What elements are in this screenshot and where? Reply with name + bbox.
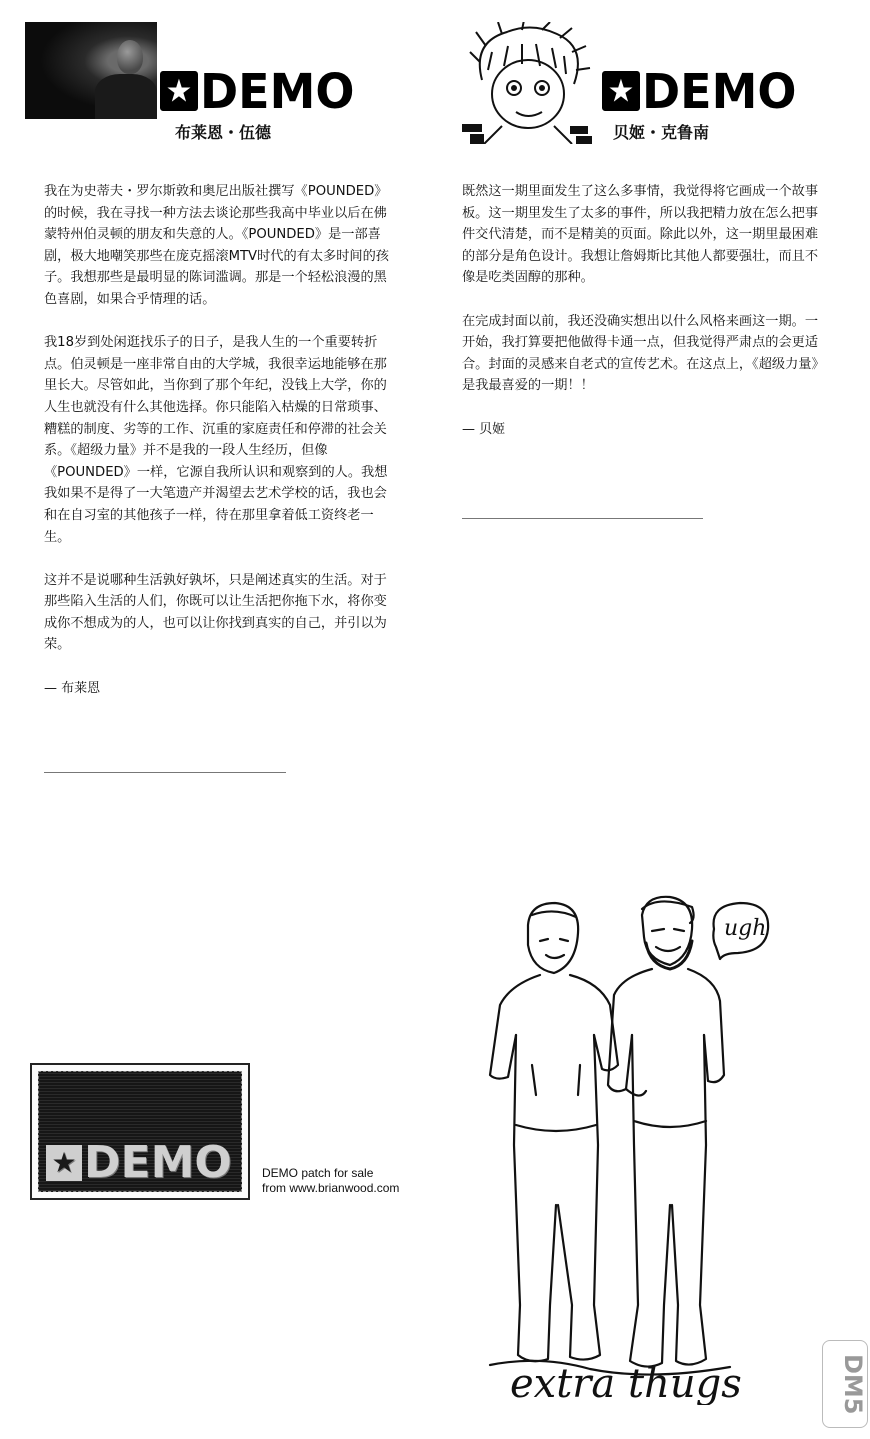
paragraph: 这并不是说哪种生活孰好孰坏，只是阐述真实的生活。对于那些陷入生活的人们，你既可以让生活把你拖下水，将你变成你不想成为的人，也可以让你找到真实的自己，并引以为荣。 [44, 572, 387, 653]
site-watermark: DM5 [822, 1340, 868, 1428]
patch-logo [46, 1137, 232, 1188]
signature-brian: — 布莱恩 [44, 680, 101, 696]
paragraph: 我在为史蒂夫・罗尔斯敦和奥尼出版社撰写《POUNDED》的时候，我在寻找一种方法去谈论那些我高中毕业以后在佛蒙特州伯灵顿的朋友和失意的人。《POUNDED》是一部喜剧，极大地嘲笑那些在庞克摇滚MTV时代的有太多时间的孩子。我想那些是最明显的陈词滥调。那是一个轻松浪漫的黑色喜剧，如果合乎情理的话。 [44, 184, 389, 307]
right-column-text [462, 181, 827, 462]
author-name-becky: 贝姬・克鲁南 [613, 123, 710, 142]
patch-caption-line: from www.brianwood.com [262, 1181, 400, 1195]
author-sketch-becky [462, 22, 597, 144]
patch-caption [262, 1166, 399, 1196]
demo-logo-right [602, 63, 797, 120]
logo-text-left: DEMO [200, 62, 355, 120]
signature-becky: — 贝姬 [462, 421, 506, 437]
photo-shoulder [95, 74, 157, 119]
extra-thugs-sketch [470, 885, 770, 1405]
demo-logo-left [160, 63, 355, 120]
patch-caption-line: DEMO patch for sale [262, 1166, 374, 1180]
patch-logo-text: DEMO [84, 1137, 232, 1188]
star-icon: ★ [46, 1145, 82, 1181]
paragraph: 我18岁到处闲逛找乐子的日子，是我人生的一个重要转折点。伯灵顿是一座非常自由的大学城，我很幸运地能够在那里长大。尽管如此，当你到了那个年纪，没钱上大学，你的人生也就没有什么其他选择。你只能陷入枯燥的日常琐事、糟糕的制度、劣等的工作、沉重的家庭责任和停滞的社会关系。《超级力量》并不是我的一段人生经历，但像《POUNDED》一样，它源自我所认识和观察到的人。我想我如果不是得了一大笔遗产并渴望去艺术学校的话，我也会和在自习室的其他孩子一样，待在那里拿着低工资终老一生。 [44, 335, 388, 545]
divider-right [462, 518, 703, 519]
speech-text: ugh [724, 916, 767, 941]
divider-left [44, 772, 286, 773]
paragraph: 在完成封面以前，我还没确实想出以什么风格来画这一期。一开始，我打算要把他做得卡通一点，但我觉得严肃点的会更适合。封面的灵感来自老式的宣传艺术。在这点上，《超级力量》是我最喜爱的一期！！ [462, 313, 825, 394]
author-name-brian: 布莱恩・伍德 [175, 123, 272, 142]
paragraph: 既然这一期里面发生了这么多事情，我觉得将它画成一个故事板。这一期里发生了太多的事件，所以我把精力放在怎么把事件交代清楚，而不是精美的页面。除此以外，这一期里最困难的部分是角色设计。我想让詹姆斯比其他人都要强壮，而且不像是吃类固醇的那种。 [462, 184, 819, 286]
left-column-text [44, 181, 396, 721]
demo-patch-image [30, 1063, 250, 1200]
sketch-caption: extra thugs [510, 1361, 742, 1405]
star-icon: ★ [602, 71, 640, 111]
photo-head [117, 40, 143, 74]
author-photo-brian [25, 22, 157, 119]
star-icon: ★ [160, 71, 198, 111]
logo-text-right: DEMO [642, 62, 797, 120]
